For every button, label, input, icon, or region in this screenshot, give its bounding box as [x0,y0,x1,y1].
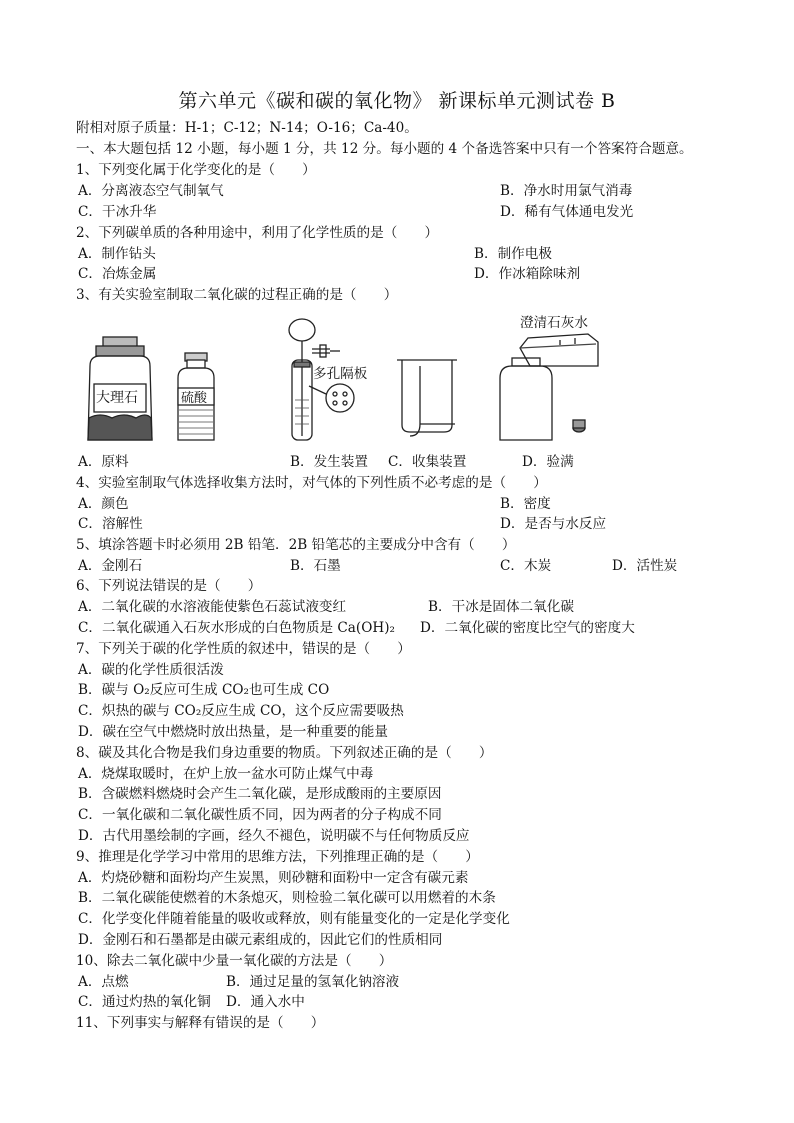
q3-option-c: C．收集装置 [388,454,467,470]
question-8-stem: 8、碳及其化合物是我们身边重要的物质。下列叙述正确的是（ ） [76,745,493,761]
q7-option-a: A．碳的化学性质很活泼 [78,662,224,678]
q1-option-b: B．净水时用氯气消毒 [500,183,633,199]
q9-option-c: C．化学变化伴随着能量的吸收或释放，则有能量变化的一定是化学变化 [78,911,510,927]
q8-option-d: D．古代用墨绘制的字画，经久不褪色，说明碳不与任何物质反应 [78,828,470,844]
q9-option-d: D．金刚石和石墨都是由碳元素组成的，因此它们的性质相同 [78,932,443,948]
question-7-stem: 7、下列关于碳的化学性质的叙述中，错误的是（ ） [76,641,411,657]
section-intro: 一、本大题包括 12 小题，每小题 1 分，共 12 分。每小题的 4 个备选答案中只有一个答案符合题意。 [76,141,693,157]
q5-option-a: A．金刚石 [78,558,143,574]
page-title: 第六单元《碳和碳的氧化物》 新课标单元测试卷 B [178,90,616,112]
acid-label: 硫酸 [181,391,208,406]
q3-option-b: B．发生装置 [290,454,368,470]
q8-option-b: B．含碳燃料燃烧时会产生二氧化碳，是形成酸雨的主要原因 [78,786,442,802]
q10-option-c: C．通过灼热的氧化铜 [78,994,211,1010]
q9-option-b: B．二氧化碳能使燃着的木条熄灭，则检验二氧化碳可以用燃着的木条 [78,890,496,906]
limewater-label: 澄清石灰水 [520,315,588,331]
question-3-stem: 3、有关实验室制取二氧化碳的过程正确的是（ ） [76,287,398,303]
question-1-stem: 1、下列变化属于化学变化的是（ ） [76,162,316,178]
q2-option-c: C．冶炼金属 [78,266,157,282]
q10-option-a: A．点燃 [78,974,129,990]
porous-plate-label: 多孔隔板 [313,366,368,382]
q4-option-a: A．颜色 [78,496,129,512]
question-11-stem: 11、下列事实与解释有错误的是（ ） [76,1015,325,1031]
q1-option-d: D．稀有气体通电发光 [500,204,634,220]
q1-option-a: A．分离液态空气制氧气 [78,183,224,199]
q7-option-d: D．碳在空气中燃烧时放出热量，是一种重要的能量 [78,724,388,740]
q2-option-d: D．作冰箱除味剂 [474,266,581,282]
q2-option-b: B．制作电极 [474,246,552,262]
q6-option-a: A．二氧化碳的水溶液能使紫色石蕊试液变红 [78,599,347,615]
question-4-stem: 4、实验室制取气体选择收集方法时，对气体的下列性质不必考虑的是（ ） [76,475,547,491]
q3-option-a: A．原料 [78,454,129,470]
question-5-stem: 5、填涂答题卡时必须用 2B 铅笔．2B 铅笔芯的主要成分中含有（ ） [76,537,516,553]
q7-option-c: C．炽热的碳与 CO₂反应生成 CO，这个反应需要吸热 [78,703,404,719]
q10-option-b: B．通过足量的氢氧化钠溶液 [226,974,400,990]
q10-option-d: D．通入水中 [226,994,305,1010]
q5-option-b: B．石墨 [290,558,341,574]
q8-option-a: A．烧煤取暖时，在炉上放一盆水可防止煤气中毒 [78,766,374,782]
question-6-stem: 6、下列说法错误的是（ ） [76,578,262,594]
q5-option-c: C．木炭 [500,558,552,574]
q5-option-d: D．活性炭 [612,558,678,574]
question-2-stem: 2、下列碳单质的各种用途中，利用了化学性质的是（ ） [76,225,439,241]
collector-apparatus [397,360,457,436]
q4-option-c: C．溶解性 [78,516,143,532]
q8-option-c: C．一氧化碳和二氧化碳性质不同，因为两者的分子构成不同 [78,807,442,823]
q4-option-d: D．是否与水反应 [500,516,607,532]
marble-label: 大理石 [96,390,138,406]
q9-option-a: A．灼烧砂糖和面粉均产生炭黑，则砂糖和面粉中一定含有碳元素 [78,870,469,886]
q3-option-d: D．验满 [522,454,574,470]
q6-option-b: B．干冰是固体二氧化碳 [428,599,574,615]
q1-option-c: C．干冰升华 [78,204,157,220]
q7-option-b: B．碳与 O₂反应可生成 CO₂也可生成 CO [78,682,330,698]
q6-option-c: C．二氧化碳通入石灰水形成的白色物质是 Ca(OH)₂ [78,620,395,636]
check-full-apparatus [500,334,598,440]
q2-option-a: A．制作钻头 [78,246,156,262]
question-10-stem: 10、除去二氧化碳中少量一氧化碳的方法是（ ） [76,953,393,969]
question-9-stem: 9、推理是化学学习中常用的思维方法，下列推理正确的是（ ） [76,849,479,865]
q6-option-d: D．二氧化碳的密度比空气的密度大 [420,620,635,636]
atomic-mass-note: 附相对原子质量：H-1；C-12；N-14；O-16；Ca-40。 [76,120,418,136]
q4-option-b: B．密度 [500,496,551,512]
